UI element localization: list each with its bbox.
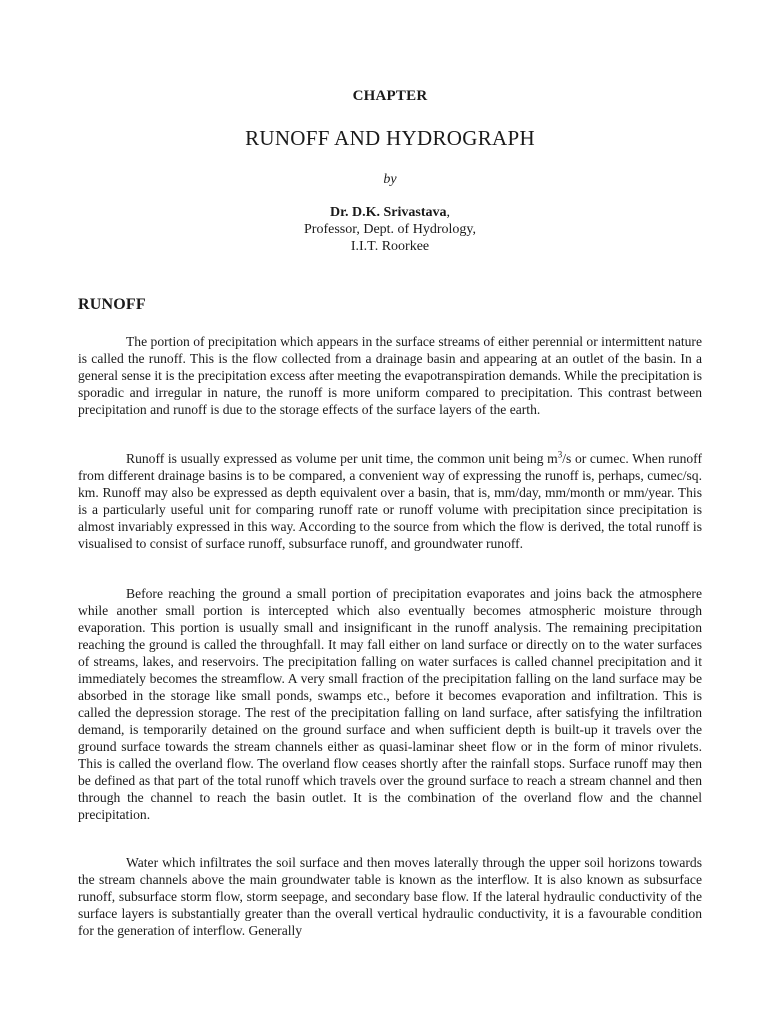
author-block xyxy=(0,204,768,255)
paragraph-2 xyxy=(78,450,702,552)
paragraph-1: The portion of precipitation which appears in the surface streams of either perennial or intermittent nature is called the runoff. This is the flow collected from a drainage basin and appearing at an outlet of the basin. In a general sense it is the precipitation excess after meeting the evapotranspiration demands. While the precipitation is sporadic and irregular in nature, the runoff is more uniform compared to precipitation. This contrast between precipitation and runoff is due to the storage effects of the surface layers of the earth. xyxy=(78,334,702,417)
author-name: Dr. D.K. Srivastava xyxy=(329,205,447,220)
section-heading: RUNOFF xyxy=(78,296,146,313)
author-institute: I.I.T. Roorkee xyxy=(350,239,430,254)
author-name-line xyxy=(0,204,768,221)
paragraph-2-text-b: /s or cumec. When runoff from different drainage basins is to be compared, a convenient way of expressing the runoff is, perhaps, cumec/sq. km. Runoff may also be expressed as depth equivalent over a basin, that is, mm/day, mm/month or mm/year. This is a particularly useful unit for comparing runoff rate or runoff volume with precipitation since precipitation is almost invariably expressed in this way. According to the source from which the flow is derived, the total runoff is visualised to consist of surface runoff, subsurface runoff, and groundwater runoff. xyxy=(78,451,702,551)
paragraph-3: Before reaching the ground a small portion of precipitation evaporates and joins back the atmosphere while another small portion is intercepted which also eventually becomes atmospheric moisture through evaporation. This portion is usually small and insignificant in the runoff analysis. The remaining precipitation reaching the ground is called the throughfall. It may fall either on land surface or directly on to the water surfaces of streams, lakes, and reservoirs. The precipitation falling on water surfaces is called channel precipitation and it immediately becomes the streamflow. A very small fraction of the precipitation falling on the land surface may be absorbed in the storage like small ponds, swamps etc., before it becomes evaporation and infiltration. This is called the depression storage. The rest of the precipitation falling on land surface, after satisfying the infiltration demand, is temporarily detained on the ground surface and when sufficient depth is built-up it travels over the ground surface towards the stream channels either as quasi-laminar sheet flow or in the form of minor rivulets. This is called the overland flow. The overland flow ceases shortly after the rainfall stops. Surface runoff may then be defined as that part of the total runoff which travels over the ground surface to reach a stream channel and then through the channel to reach the basin outlet. It is the combination of the overland flow and the channel precipitation. xyxy=(78,586,702,822)
superscript-3: 3 xyxy=(557,449,563,460)
paragraph-4: Water which infiltrates the soil surface and then moves laterally through the upper soil horizons towards the stream channels above the main groundwater table is known as the interflow. It is also known as subsurface runoff, subsurface storm flow, storm seepage, and secondary base flow. If the lateral hydraulic conductivity of the surface layers is substantially greater than the overall vertical hydraulic conductivity, it is a favourable condition for the generation of interflow. Generally xyxy=(78,855,702,938)
chapter-label: CHAPTER xyxy=(352,88,428,104)
chapter-title: RUNOFF AND HYDROGRAPH xyxy=(245,126,535,150)
byline: by xyxy=(383,172,397,187)
paragraph-2-text-a: Runoff is usually expressed as volume per unit time, the common unit being m xyxy=(126,451,558,466)
author-name-comma: , xyxy=(446,205,451,220)
author-position: Professor, Dept. of Hydrology, xyxy=(304,222,476,237)
